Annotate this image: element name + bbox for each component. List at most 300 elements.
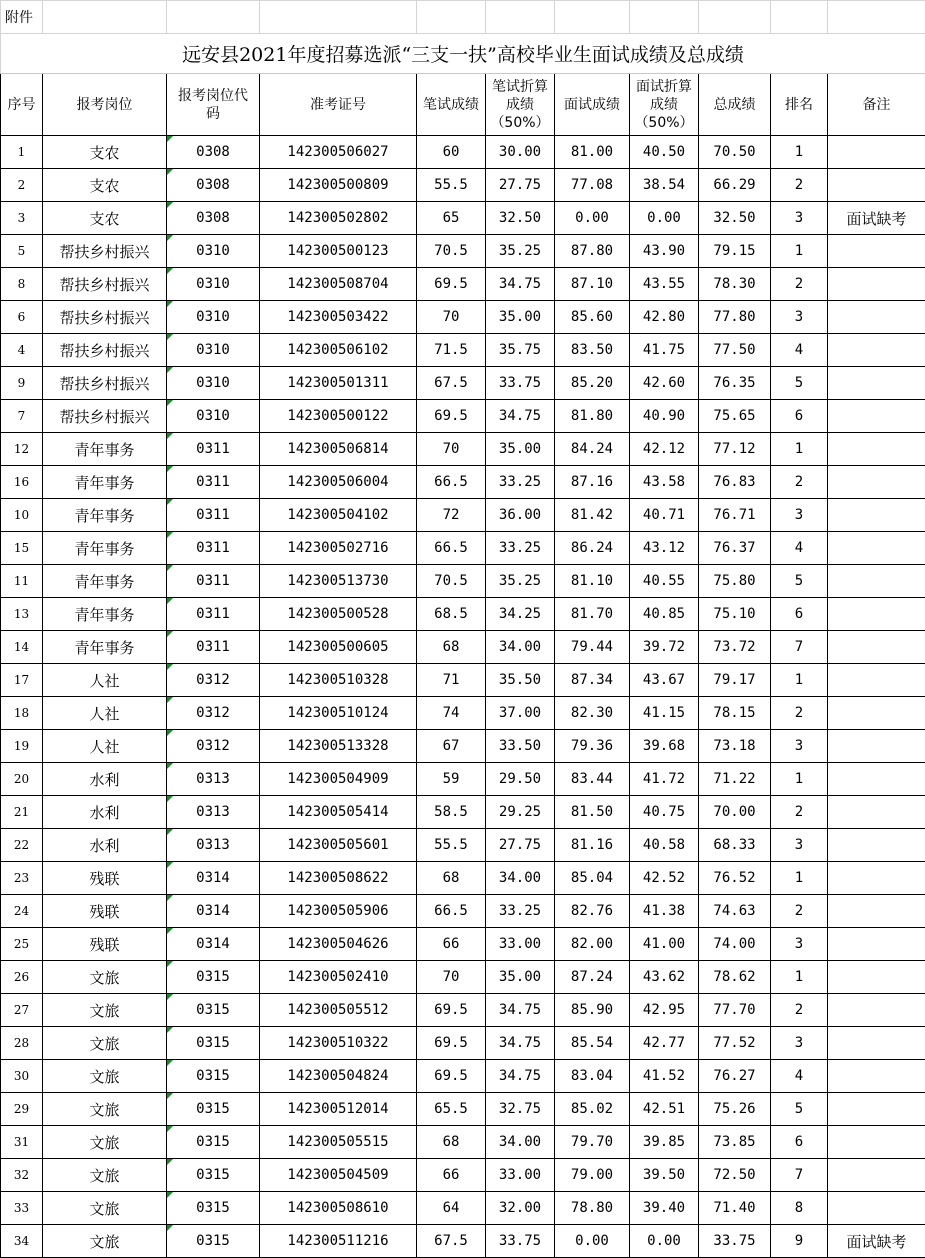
cell-rank[interactable]: 4: [771, 1060, 828, 1093]
cell-total[interactable]: 77.12: [699, 433, 771, 466]
cell-seq[interactable]: 34: [1, 1225, 43, 1258]
cell-total[interactable]: 79.17: [699, 664, 771, 697]
cell-interview[interactable]: 83.50: [555, 334, 630, 367]
cell-total[interactable]: 76.37: [699, 532, 771, 565]
cell-total[interactable]: 76.71: [699, 499, 771, 532]
cell-seq[interactable]: 7: [1, 400, 43, 433]
cell-total[interactable]: 32.50: [699, 202, 771, 235]
cell-remark[interactable]: [828, 136, 925, 169]
cell-rank[interactable]: 3: [771, 829, 828, 862]
cell-interview-converted[interactable]: 42.80: [630, 301, 699, 334]
cell-remark[interactable]: [828, 1027, 925, 1060]
cell-interview[interactable]: 81.42: [555, 499, 630, 532]
cell-interview-converted[interactable]: 40.75: [630, 796, 699, 829]
cell-written[interactable]: 70: [417, 961, 486, 994]
cell-post[interactable]: 帮扶乡村振兴: [43, 301, 167, 334]
cell-remark[interactable]: 面试缺考: [828, 202, 925, 235]
cell-post-code[interactable]: 0311: [167, 433, 260, 466]
cell-post[interactable]: 青年事务: [43, 433, 167, 466]
cell-seq[interactable]: 20: [1, 763, 43, 796]
cell-post[interactable]: 残联: [43, 895, 167, 928]
cell-written-converted[interactable]: 33.25: [486, 532, 555, 565]
cell-exam-id[interactable]: 142300506814: [260, 433, 417, 466]
empty-cell[interactable]: [828, 1, 925, 34]
cell-interview-converted[interactable]: 41.75: [630, 334, 699, 367]
cell-interview-converted[interactable]: 43.55: [630, 268, 699, 301]
empty-cell[interactable]: [486, 1, 555, 34]
cell-exam-id[interactable]: 142300513730: [260, 565, 417, 598]
cell-written-converted[interactable]: 33.00: [486, 928, 555, 961]
empty-cell[interactable]: [555, 1, 630, 34]
cell-written-converted[interactable]: 33.75: [486, 367, 555, 400]
cell-interview[interactable]: 87.16: [555, 466, 630, 499]
cell-post[interactable]: 残联: [43, 862, 167, 895]
cell-written-converted[interactable]: 33.25: [486, 895, 555, 928]
cell-written-converted[interactable]: 35.25: [486, 565, 555, 598]
cell-post-code[interactable]: 0310: [167, 400, 260, 433]
cell-rank[interactable]: 4: [771, 334, 828, 367]
cell-rank[interactable]: 6: [771, 598, 828, 631]
header-post[interactable]: 报考岗位: [43, 74, 167, 136]
cell-remark[interactable]: [828, 400, 925, 433]
cell-remark[interactable]: [828, 631, 925, 664]
cell-seq[interactable]: 21: [1, 796, 43, 829]
cell-interview[interactable]: 81.80: [555, 400, 630, 433]
cell-post[interactable]: 青年事务: [43, 565, 167, 598]
cell-rank[interactable]: 5: [771, 1093, 828, 1126]
cell-remark[interactable]: [828, 796, 925, 829]
cell-written[interactable]: 70: [417, 301, 486, 334]
cell-remark[interactable]: [828, 466, 925, 499]
cell-written[interactable]: 66: [417, 1159, 486, 1192]
cell-exam-id[interactable]: 142300511216: [260, 1225, 417, 1258]
cell-written-converted[interactable]: 34.25: [486, 598, 555, 631]
cell-rank[interactable]: 2: [771, 466, 828, 499]
cell-total[interactable]: 75.10: [699, 598, 771, 631]
cell-written[interactable]: 65: [417, 202, 486, 235]
cell-exam-id[interactable]: 142300506004: [260, 466, 417, 499]
cell-interview-converted[interactable]: 0.00: [630, 1225, 699, 1258]
cell-rank[interactable]: 7: [771, 631, 828, 664]
cell-written-converted[interactable]: 34.00: [486, 862, 555, 895]
cell-interview[interactable]: 79.00: [555, 1159, 630, 1192]
cell-remark[interactable]: [828, 532, 925, 565]
cell-written-converted[interactable]: 35.00: [486, 433, 555, 466]
cell-post-code[interactable]: 0310: [167, 235, 260, 268]
cell-written[interactable]: 68: [417, 862, 486, 895]
cell-interview[interactable]: 81.00: [555, 136, 630, 169]
cell-interview[interactable]: 83.44: [555, 763, 630, 796]
cell-exam-id[interactable]: 142300505601: [260, 829, 417, 862]
cell-total[interactable]: 74.63: [699, 895, 771, 928]
cell-interview-converted[interactable]: 42.77: [630, 1027, 699, 1060]
cell-remark[interactable]: [828, 565, 925, 598]
cell-exam-id[interactable]: 142300502410: [260, 961, 417, 994]
cell-total[interactable]: 75.26: [699, 1093, 771, 1126]
cell-seq[interactable]: 28: [1, 1027, 43, 1060]
cell-interview-converted[interactable]: 41.38: [630, 895, 699, 928]
cell-interview-converted[interactable]: 43.12: [630, 532, 699, 565]
cell-written[interactable]: 67: [417, 730, 486, 763]
empty-cell[interactable]: [771, 1, 828, 34]
cell-total[interactable]: 78.30: [699, 268, 771, 301]
cell-total[interactable]: 77.52: [699, 1027, 771, 1060]
cell-total[interactable]: 68.33: [699, 829, 771, 862]
cell-written[interactable]: 74: [417, 697, 486, 730]
cell-written[interactable]: 72: [417, 499, 486, 532]
cell-post[interactable]: 文旅: [43, 1093, 167, 1126]
cell-interview[interactable]: 85.04: [555, 862, 630, 895]
cell-interview-converted[interactable]: 41.15: [630, 697, 699, 730]
cell-written-converted[interactable]: 36.00: [486, 499, 555, 532]
cell-rank[interactable]: 3: [771, 499, 828, 532]
cell-exam-id[interactable]: 142300505512: [260, 994, 417, 1027]
header-rank[interactable]: 排名: [771, 74, 828, 136]
cell-written-converted[interactable]: 34.75: [486, 1027, 555, 1060]
cell-rank[interactable]: 3: [771, 1027, 828, 1060]
cell-post-code[interactable]: 0315: [167, 1126, 260, 1159]
cell-written[interactable]: 66.5: [417, 895, 486, 928]
cell-total[interactable]: 72.50: [699, 1159, 771, 1192]
cell-exam-id[interactable]: 142300508704: [260, 268, 417, 301]
cell-exam-id[interactable]: 142300508622: [260, 862, 417, 895]
cell-rank[interactable]: 2: [771, 994, 828, 1027]
cell-post-code[interactable]: 0312: [167, 697, 260, 730]
cell-written-converted[interactable]: 35.50: [486, 664, 555, 697]
cell-rank[interactable]: 9: [771, 1225, 828, 1258]
cell-total[interactable]: 70.00: [699, 796, 771, 829]
cell-interview-converted[interactable]: 43.67: [630, 664, 699, 697]
cell-written-converted[interactable]: 33.00: [486, 1159, 555, 1192]
cell-interview[interactable]: 87.80: [555, 235, 630, 268]
cell-seq[interactable]: 12: [1, 433, 43, 466]
cell-remark[interactable]: [828, 895, 925, 928]
cell-post-code[interactable]: 0311: [167, 565, 260, 598]
cell-remark[interactable]: [828, 169, 925, 202]
cell-post[interactable]: 人社: [43, 730, 167, 763]
cell-interview-converted[interactable]: 41.72: [630, 763, 699, 796]
cell-interview[interactable]: 81.16: [555, 829, 630, 862]
cell-post[interactable]: 文旅: [43, 1126, 167, 1159]
header-remark[interactable]: 备注: [828, 74, 925, 136]
empty-cell[interactable]: [699, 1, 771, 34]
cell-seq[interactable]: 8: [1, 268, 43, 301]
cell-total[interactable]: 78.62: [699, 961, 771, 994]
cell-total[interactable]: 71.40: [699, 1192, 771, 1225]
cell-written[interactable]: 64: [417, 1192, 486, 1225]
cell-written[interactable]: 55.5: [417, 169, 486, 202]
cell-interview[interactable]: 79.70: [555, 1126, 630, 1159]
cell-interview-converted[interactable]: 40.50: [630, 136, 699, 169]
cell-exam-id[interactable]: 142300504102: [260, 499, 417, 532]
cell-written[interactable]: 71: [417, 664, 486, 697]
cell-written[interactable]: 59: [417, 763, 486, 796]
cell-interview[interactable]: 0.00: [555, 1225, 630, 1258]
cell-interview[interactable]: 85.02: [555, 1093, 630, 1126]
cell-seq[interactable]: 27: [1, 994, 43, 1027]
cell-interview-converted[interactable]: 42.12: [630, 433, 699, 466]
cell-written[interactable]: 69.5: [417, 994, 486, 1027]
cell-remark[interactable]: [828, 367, 925, 400]
cell-written[interactable]: 70: [417, 433, 486, 466]
cell-seq[interactable]: 11: [1, 565, 43, 598]
cell-remark[interactable]: [828, 664, 925, 697]
cell-interview-converted[interactable]: 42.52: [630, 862, 699, 895]
cell-written[interactable]: 65.5: [417, 1093, 486, 1126]
cell-total[interactable]: 33.75: [699, 1225, 771, 1258]
cell-exam-id[interactable]: 142300505414: [260, 796, 417, 829]
cell-rank[interactable]: 8: [771, 1192, 828, 1225]
cell-remark[interactable]: [828, 1126, 925, 1159]
cell-post-code[interactable]: 0315: [167, 1159, 260, 1192]
cell-rank[interactable]: 7: [771, 1159, 828, 1192]
cell-exam-id[interactable]: 142300505906: [260, 895, 417, 928]
cell-remark[interactable]: [828, 862, 925, 895]
cell-exam-id[interactable]: 142300500122: [260, 400, 417, 433]
cell-written[interactable]: 66.5: [417, 466, 486, 499]
cell-written-converted[interactable]: 34.75: [486, 400, 555, 433]
cell-interview-converted[interactable]: 38.54: [630, 169, 699, 202]
cell-interview-converted[interactable]: 40.90: [630, 400, 699, 433]
cell-rank[interactable]: 5: [771, 565, 828, 598]
cell-remark[interactable]: [828, 961, 925, 994]
cell-post[interactable]: 帮扶乡村振兴: [43, 268, 167, 301]
cell-written[interactable]: 68: [417, 1126, 486, 1159]
cell-written-converted[interactable]: 34.00: [486, 631, 555, 664]
cell-remark[interactable]: [828, 994, 925, 1027]
cell-seq[interactable]: 31: [1, 1126, 43, 1159]
cell-remark[interactable]: [828, 268, 925, 301]
header-exam-id[interactable]: 准考证号: [260, 74, 417, 136]
cell-total[interactable]: 76.27: [699, 1060, 771, 1093]
cell-seq[interactable]: 16: [1, 466, 43, 499]
cell-post[interactable]: 支农: [43, 136, 167, 169]
cell-post-code[interactable]: 0315: [167, 994, 260, 1027]
cell-total[interactable]: 73.18: [699, 730, 771, 763]
cell-rank[interactable]: 2: [771, 895, 828, 928]
header-written-converted[interactable]: [486, 74, 555, 136]
cell-post[interactable]: 文旅: [43, 1060, 167, 1093]
cell-post-code[interactable]: 0314: [167, 862, 260, 895]
cell-seq[interactable]: 19: [1, 730, 43, 763]
cell-post-code[interactable]: 0313: [167, 796, 260, 829]
cell-remark[interactable]: [828, 1060, 925, 1093]
cell-written-converted[interactable]: 34.75: [486, 268, 555, 301]
header-total[interactable]: 总成绩: [699, 74, 771, 136]
cell-written-converted[interactable]: 35.25: [486, 235, 555, 268]
cell-remark[interactable]: [828, 730, 925, 763]
cell-rank[interactable]: 3: [771, 202, 828, 235]
cell-post[interactable]: 文旅: [43, 1225, 167, 1258]
cell-exam-id[interactable]: 142300500809: [260, 169, 417, 202]
cell-interview-converted[interactable]: 40.85: [630, 598, 699, 631]
cell-written-converted[interactable]: 32.75: [486, 1093, 555, 1126]
cell-total[interactable]: 73.72: [699, 631, 771, 664]
cell-post[interactable]: 文旅: [43, 1159, 167, 1192]
cell-written[interactable]: 67.5: [417, 367, 486, 400]
cell-written[interactable]: 58.5: [417, 796, 486, 829]
cell-interview-converted[interactable]: 42.60: [630, 367, 699, 400]
cell-post-code[interactable]: 0310: [167, 301, 260, 334]
cell-written-converted[interactable]: 29.25: [486, 796, 555, 829]
cell-interview[interactable]: 85.54: [555, 1027, 630, 1060]
cell-rank[interactable]: 3: [771, 301, 828, 334]
cell-interview[interactable]: 85.90: [555, 994, 630, 1027]
cell-total[interactable]: 76.35: [699, 367, 771, 400]
cell-interview-converted[interactable]: 39.50: [630, 1159, 699, 1192]
cell-remark[interactable]: [828, 499, 925, 532]
cell-post[interactable]: 文旅: [43, 1027, 167, 1060]
cell-rank[interactable]: 6: [771, 1126, 828, 1159]
cell-post[interactable]: 支农: [43, 169, 167, 202]
empty-cell[interactable]: [630, 1, 699, 34]
cell-written-converted[interactable]: 34.75: [486, 994, 555, 1027]
cell-post-code[interactable]: 0315: [167, 1093, 260, 1126]
cell-rank[interactable]: 3: [771, 730, 828, 763]
empty-cell[interactable]: [260, 1, 417, 34]
cell-seq[interactable]: 6: [1, 301, 43, 334]
cell-interview[interactable]: 87.24: [555, 961, 630, 994]
cell-post-code[interactable]: 0310: [167, 268, 260, 301]
cell-total[interactable]: 70.50: [699, 136, 771, 169]
cell-written-converted[interactable]: 30.00: [486, 136, 555, 169]
cell-post[interactable]: 青年事务: [43, 499, 167, 532]
cell-seq[interactable]: 4: [1, 334, 43, 367]
cell-written[interactable]: 60: [417, 136, 486, 169]
header-interview[interactable]: 面试成绩: [555, 74, 630, 136]
cell-interview-converted[interactable]: 39.68: [630, 730, 699, 763]
cell-post[interactable]: 帮扶乡村振兴: [43, 334, 167, 367]
cell-remark[interactable]: [828, 433, 925, 466]
cell-remark[interactable]: 面试缺考: [828, 1225, 925, 1258]
cell-exam-id[interactable]: 142300510124: [260, 697, 417, 730]
cell-total[interactable]: 74.00: [699, 928, 771, 961]
cell-exam-id[interactable]: 142300502716: [260, 532, 417, 565]
cell-exam-id[interactable]: 142300508610: [260, 1192, 417, 1225]
cell-post-code[interactable]: 0315: [167, 1225, 260, 1258]
cell-rank[interactable]: 1: [771, 763, 828, 796]
cell-written[interactable]: 68: [417, 631, 486, 664]
cell-exam-id[interactable]: 142300504626: [260, 928, 417, 961]
cell-exam-id[interactable]: 142300506102: [260, 334, 417, 367]
cell-post-code[interactable]: 0311: [167, 598, 260, 631]
cell-total[interactable]: 78.15: [699, 697, 771, 730]
cell-exam-id[interactable]: 142300513328: [260, 730, 417, 763]
cell-written[interactable]: 69.5: [417, 1060, 486, 1093]
cell-seq[interactable]: 17: [1, 664, 43, 697]
cell-exam-id[interactable]: 142300512014: [260, 1093, 417, 1126]
cell-interview-converted[interactable]: 41.00: [630, 928, 699, 961]
cell-interview[interactable]: 87.10: [555, 268, 630, 301]
cell-total[interactable]: 75.80: [699, 565, 771, 598]
cell-written-converted[interactable]: 32.00: [486, 1192, 555, 1225]
cell-written[interactable]: 70.5: [417, 235, 486, 268]
cell-seq[interactable]: 14: [1, 631, 43, 664]
cell-rank[interactable]: 1: [771, 961, 828, 994]
cell-remark[interactable]: [828, 1093, 925, 1126]
cell-post[interactable]: 人社: [43, 664, 167, 697]
cell-interview[interactable]: 81.10: [555, 565, 630, 598]
cell-written-converted[interactable]: 33.25: [486, 466, 555, 499]
cell-post-code[interactable]: 0312: [167, 730, 260, 763]
cell-written[interactable]: 69.5: [417, 268, 486, 301]
cell-written-converted[interactable]: 34.00: [486, 1126, 555, 1159]
cell-written-converted[interactable]: 27.75: [486, 169, 555, 202]
cell-written[interactable]: 71.5: [417, 334, 486, 367]
cell-post-code[interactable]: 0313: [167, 763, 260, 796]
cell-interview-converted[interactable]: 42.51: [630, 1093, 699, 1126]
cell-remark[interactable]: [828, 697, 925, 730]
cell-seq[interactable]: 30: [1, 1060, 43, 1093]
cell-written-converted[interactable]: 27.75: [486, 829, 555, 862]
cell-remark[interactable]: [828, 1192, 925, 1225]
cell-interview-converted[interactable]: 43.62: [630, 961, 699, 994]
header-written[interactable]: 笔试成绩: [417, 74, 486, 136]
cell-interview[interactable]: 86.24: [555, 532, 630, 565]
cell-interview[interactable]: 81.50: [555, 796, 630, 829]
cell-exam-id[interactable]: 142300500123: [260, 235, 417, 268]
cell-post-code[interactable]: 0315: [167, 1060, 260, 1093]
cell-remark[interactable]: [828, 334, 925, 367]
cell-written-converted[interactable]: 33.50: [486, 730, 555, 763]
cell-post-code[interactable]: 0311: [167, 466, 260, 499]
cell-total[interactable]: 77.80: [699, 301, 771, 334]
cell-total[interactable]: 66.29: [699, 169, 771, 202]
cell-post[interactable]: 帮扶乡村振兴: [43, 400, 167, 433]
attachment-label[interactable]: 附件: [1, 1, 43, 34]
cell-rank[interactable]: 4: [771, 532, 828, 565]
cell-exam-id[interactable]: 142300503422: [260, 301, 417, 334]
cell-post[interactable]: 文旅: [43, 994, 167, 1027]
cell-exam-id[interactable]: 142300501311: [260, 367, 417, 400]
cell-post-code[interactable]: 0314: [167, 928, 260, 961]
cell-total[interactable]: 71.22: [699, 763, 771, 796]
cell-post[interactable]: 水利: [43, 763, 167, 796]
cell-interview[interactable]: 84.24: [555, 433, 630, 466]
cell-remark[interactable]: [828, 301, 925, 334]
cell-post-code[interactable]: 0312: [167, 664, 260, 697]
cell-interview-converted[interactable]: 0.00: [630, 202, 699, 235]
cell-interview-converted[interactable]: 40.58: [630, 829, 699, 862]
cell-post-code[interactable]: 0311: [167, 631, 260, 664]
empty-cell[interactable]: [167, 1, 260, 34]
cell-post[interactable]: 人社: [43, 697, 167, 730]
cell-post[interactable]: 青年事务: [43, 532, 167, 565]
cell-interview[interactable]: 82.30: [555, 697, 630, 730]
cell-exam-id[interactable]: 142300502802: [260, 202, 417, 235]
cell-post-code[interactable]: 0311: [167, 499, 260, 532]
cell-seq[interactable]: 24: [1, 895, 43, 928]
cell-rank[interactable]: 5: [771, 367, 828, 400]
cell-written[interactable]: 70.5: [417, 565, 486, 598]
cell-remark[interactable]: [828, 1159, 925, 1192]
cell-seq[interactable]: 32: [1, 1159, 43, 1192]
cell-total[interactable]: 76.52: [699, 862, 771, 895]
cell-seq[interactable]: 22: [1, 829, 43, 862]
cell-post[interactable]: 青年事务: [43, 598, 167, 631]
cell-interview[interactable]: 85.20: [555, 367, 630, 400]
cell-exam-id[interactable]: 142300500605: [260, 631, 417, 664]
cell-interview[interactable]: 0.00: [555, 202, 630, 235]
cell-written-converted[interactable]: 35.75: [486, 334, 555, 367]
table-title[interactable]: 远安县2021年度招募选派“三支一扶”高校毕业生面试成绩及总成绩: [1, 34, 925, 74]
cell-written[interactable]: 69.5: [417, 1027, 486, 1060]
cell-total[interactable]: 75.65: [699, 400, 771, 433]
cell-interview-converted[interactable]: 42.95: [630, 994, 699, 1027]
cell-interview-converted[interactable]: 43.90: [630, 235, 699, 268]
cell-written-converted[interactable]: 35.00: [486, 301, 555, 334]
cell-interview-converted[interactable]: 39.85: [630, 1126, 699, 1159]
